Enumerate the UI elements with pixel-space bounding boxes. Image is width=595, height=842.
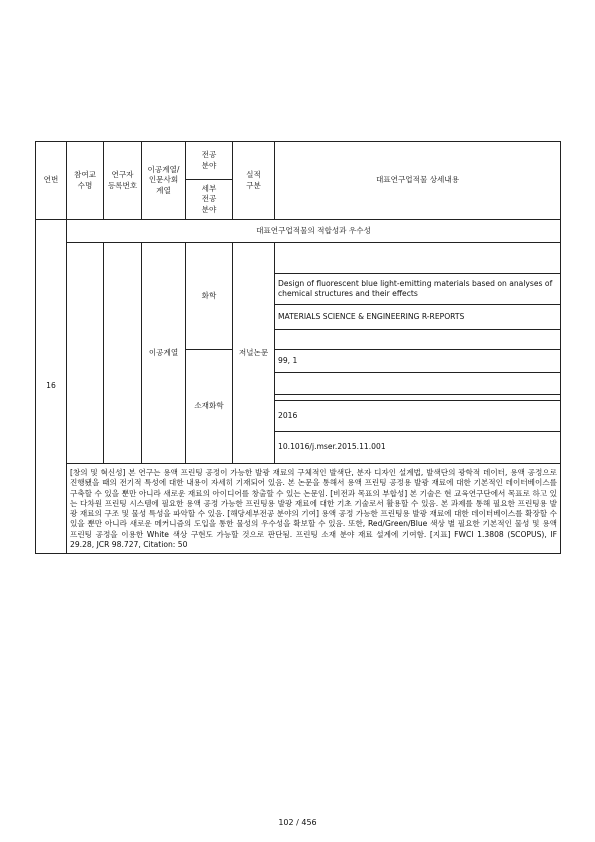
journal-name: MATERIALS SCIENCE & ENGINEERING R-REPORTS: [275, 305, 561, 330]
entry-serial: 16: [36, 220, 67, 554]
header-participating-professor: 참여교 수명: [67, 142, 104, 220]
achievement-type-cell: 저널논문: [233, 243, 275, 464]
volume-issue: 99, 1: [275, 350, 561, 373]
detail-row-blank-1: [275, 243, 561, 274]
header-details: 대표연구업적물 상세내용: [275, 142, 561, 220]
major-field-cell: 화학: [186, 243, 233, 350]
header-achievement-type: 실적 구분: [233, 142, 275, 220]
page-number: 102 / 456: [278, 818, 317, 827]
header-serial: 연번: [36, 142, 67, 220]
header-suitability: 대표연구업적물의 적합성과 우수성: [67, 220, 561, 243]
participating-professor-cell: [67, 243, 104, 464]
header-field-category: 이공계열/ 인문사회 계열: [142, 142, 186, 220]
detail-row-blank-2: [275, 330, 561, 350]
achievement-table: [35, 141, 561, 554]
header-detailed-major: 세부 전공 분야: [186, 180, 233, 220]
suitability-narrative: [창의 및 혁신성] 본 연구는 용액 프린팅 공정이 가능한 발광 재료의 구체적인 발색단, 분자 디자인 설계법, 발색단의 광학적 데이터, 용액 공정으로 진행됐을 때의 전기적 특성에 대한 내용이 자세히 기재되어 있음. 본 논문을 통해서 용액 프린팅 공정용 발광 재료에 대한 기본적인 데이터베이스를 구축할 수 있을 뿐만 아니라 새로운 재료의 아이디어를 창출할 수 있는 논문임. [비전과 목표의 부합성] 본 기술은 현 교육연구단에서 목표로 하고 있는 다차원 프린팅 시스템에 필요한 용액 공정 가능한 프린팅용 발광 재료에 대한 기초 기술로서 활용할 수 있음. 본 과제를 통해 필요한 프린팅용 발광 재료의 구조 및 물성 특성을 파악할 수 있음. [해당세부전공 분야의 기여] 용액 공정 가능한 프린팅용 발광 재료에 대한 데이터베이스를 확장할 수 있을 뿐만 아니라 새로운 메커니즘의 도입을 통한 물성의 우수성을 확보할 수 있음. 또한, Red/Green/Blue 색상 별 필요한 기본적인 물성 및 용액 프린팅 공정을 이용한 White 색상 구현도 가능할 것으로 판단됨. 프린팅 소재 분야 재료 설계에 기여함. [지표] FWCI 1.3808 (SCOPUS), IF 29.28, JCR 98.727, Citation: 50: [67, 464, 561, 554]
publication-year: 2016: [275, 401, 561, 432]
paper-title: Design of fluorescent blue light-emitting materials based on analyses of chemical structures and their effects: [275, 274, 561, 305]
header-researcher-id: 연구자 등록번호: [104, 142, 142, 220]
detailed-major-cell: 소재화학: [186, 350, 233, 464]
detail-row-blank-3: [275, 373, 561, 395]
researcher-id-cell: [104, 243, 142, 464]
header-major-field: 전공 분야: [186, 142, 233, 180]
doi: 10.1016/j.mser.2015.11.001: [275, 432, 561, 464]
field-category-cell: 이공계열: [142, 243, 186, 464]
